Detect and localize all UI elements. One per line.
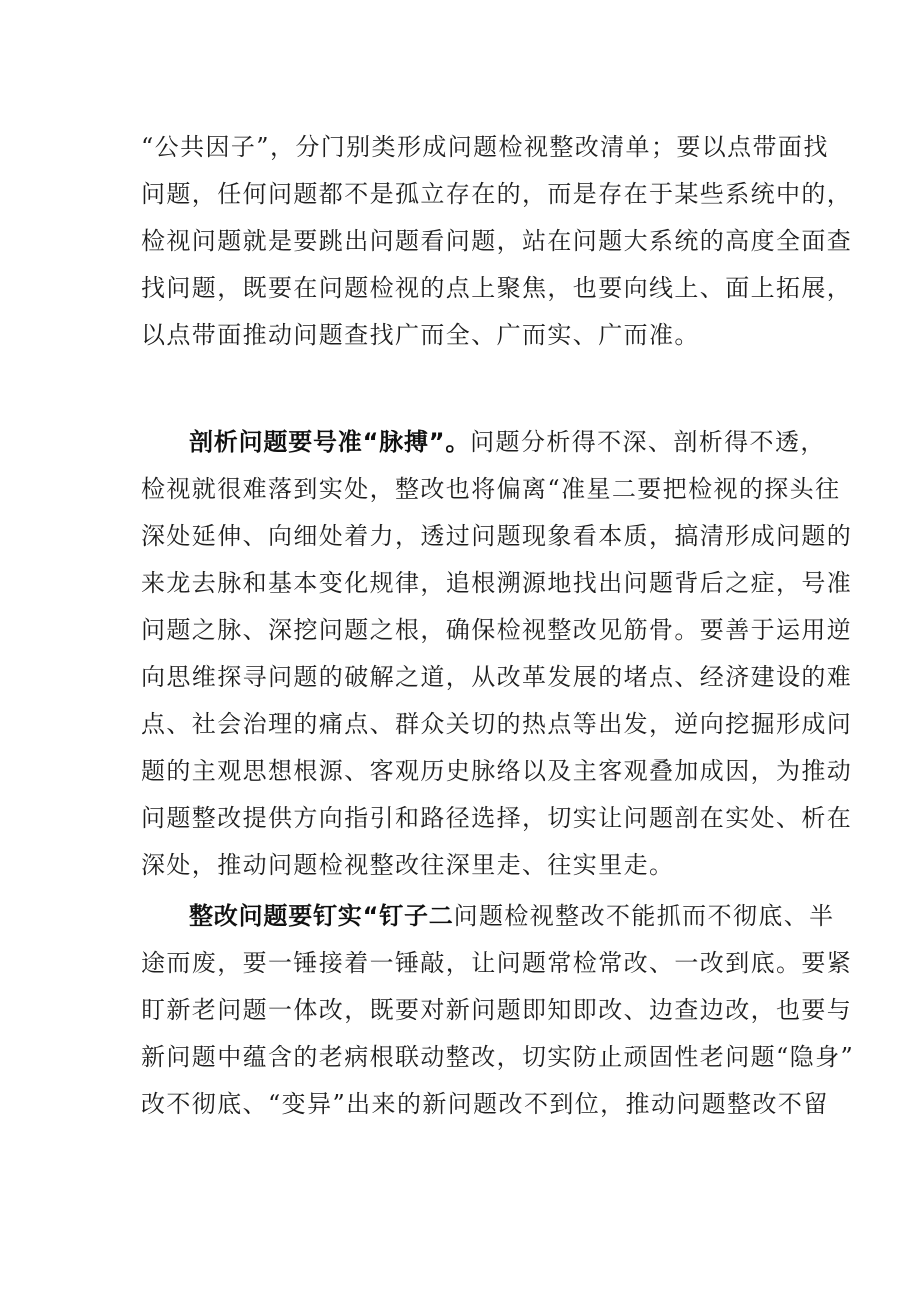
text-line: 问题整改提供方向指引和路径选择，切实让问题剖在实处、析在 (141, 804, 853, 832)
paragraph-1 (141, 124, 853, 359)
text-line: 新问题中蕴含的老病根联动整改，切实防止顽固性老问题“隐身” (141, 1043, 855, 1071)
text-line: 深处延伸、向细处着力，透过问题现象看本质，搞清形成问题的 (141, 522, 853, 550)
section-heading: 剖析问题要号准“脉搏”。 (189, 428, 471, 456)
text-line: 点、社会治理的痛点、群众关切的热点等出发，逆向挖掘形成问 (141, 710, 853, 738)
paragraph-3 (141, 893, 855, 1128)
paragraph-first-line (141, 419, 826, 466)
text-line: 来龙去脉和基本变化规律，追根溯源地找出问题背后之症，号准 (141, 569, 853, 597)
text-line: 盯新老问题一体改，既要对新问题即知即改、边查边改，也要与 (141, 996, 853, 1024)
text-line: 问题，任何问题都不是孤立存在的，而是存在于某些系统中的， (141, 180, 853, 208)
text-line: 以点带面推动问题查找广而全、广而实、广而准。 (141, 321, 700, 349)
paragraph-2 (141, 419, 853, 889)
text-line: 找问题，既要在问题检视的点上聚焦，也要向线上、面上拓展， (141, 274, 853, 302)
text-run: 问题分析得不深、剖析得不透， (470, 428, 826, 456)
text-run: 问题检视整改不能抓而不彻底、半 (453, 902, 835, 930)
text-line: 问题之脉、深挖问题之根，确保检视整改见筋骨。要善于运用逆 (141, 616, 853, 644)
text-line: 检视就很难落到实处，整改也将偏离“准星二要把检视的探头往 (141, 475, 841, 503)
text-line: 检视问题就是要跳出问题看问题，站在问题大系统的高度全面查 (141, 227, 853, 255)
text-line: 深处，推动问题检视整改往深里走、往实里走。 (141, 851, 675, 879)
section-heading: 整改问题要钉实“钉子二 (189, 902, 454, 930)
text-line: “公共因子”，分门别类形成问题检视整改清单；要以点带面找 (141, 133, 829, 161)
text-line: 向思维探寻问题的破解之道，从改革发展的堵点、经济建设的难 (141, 663, 853, 691)
text-line: 题的主观思想根源、客观历史脉络以及主客观叠加成因，为推动 (141, 757, 853, 785)
paragraph-first-line (141, 893, 835, 940)
text-line: 途而废，要一锤接着一锤敲，让问题常检常改、一改到底。要紧 (141, 949, 853, 977)
text-line: 改不彻底、“变异”出来的新问题改不到位，推动问题整改不留 (141, 1090, 829, 1118)
